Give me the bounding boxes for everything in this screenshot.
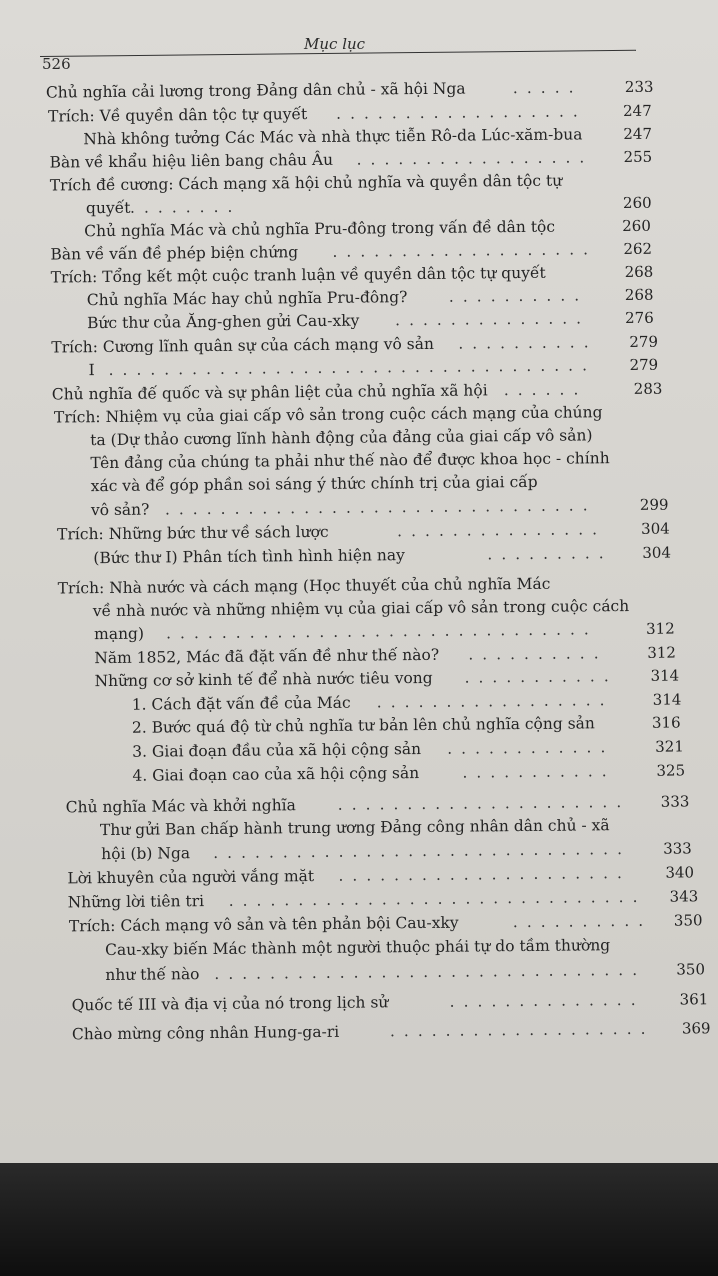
toc-entry-page: 361: [679, 990, 709, 1009]
toc-entry-title: Quốc tế III và địa vị của nó trong lịch sử: [71, 993, 389, 1015]
leader-dots: ..........: [468, 644, 608, 664]
toc-entry-page: 260: [622, 193, 652, 213]
toc-entry-page: 233: [624, 77, 654, 97]
leader-dots: ........: [129, 197, 242, 217]
toc-entry-page: 321: [655, 737, 684, 756]
toc-entry-page: 304: [642, 543, 672, 562]
toc-entry-page: 276: [624, 308, 654, 328]
toc-entry-title: Chủ nghĩa cải lương trong Đảng dân chủ - xã hội Nga: [45, 79, 466, 102]
leader-dots: ...........: [464, 667, 618, 687]
toc-entry-title: 1. Cách đặt vấn đề của Mác: [131, 693, 351, 714]
toc-entry-page: 262: [623, 239, 653, 259]
toc-entry-title: Chủ nghĩa Mác và khởi nghĩa: [65, 796, 296, 817]
toc-entry-title: hội (b) Nga: [101, 844, 191, 864]
page-number: 526: [42, 55, 71, 73]
toc-entry-page: 279: [629, 332, 659, 351]
toc-entry-page: 299: [639, 495, 669, 514]
leader-dots: ............: [447, 738, 615, 758]
toc-entry-page: 260: [622, 216, 651, 236]
toc-entry-title: Bàn về khẩu hiệu liên bang châu Âu: [49, 150, 334, 172]
toc-entry-page: 343: [669, 887, 699, 906]
leader-dots: .................: [376, 691, 614, 712]
toc-entry-page: 312: [647, 643, 677, 662]
leader-dots: ...............................: [164, 496, 597, 519]
toc-entry-title: Chủ nghĩa Mác hay chủ nghĩa Pru-đông?: [86, 288, 408, 310]
toc-entry-title: Những cơ sở kinh tế để nhà nước tiêu vong: [94, 668, 433, 691]
toc-entry-title: Chủ nghĩa Mác và chủ nghĩa Pru-đông trong vấn đề dân tộc: [84, 217, 556, 241]
toc-entry-page: 247: [623, 124, 653, 144]
toc-entry-title: Trích: Nhiệm vụ của giai cấp vô sản trong cuộc cách mạng của chúng: [53, 403, 603, 427]
toc-entry-title: Chào mừng công nhân Hung-ga-ri: [71, 1022, 340, 1044]
leader-dots: ..........: [458, 333, 598, 353]
toc-entry-page: 314: [652, 690, 682, 709]
toc-entry-page: 333: [663, 839, 692, 858]
toc-entry-title: vô sản?: [90, 500, 150, 520]
toc-entry-title: như thế nào: [105, 965, 200, 985]
toc-entry-title: Những lời tiên tri: [67, 892, 205, 912]
toc-entry-page: 312: [645, 619, 675, 638]
toc-entry-title: quyết: [85, 198, 131, 218]
leader-dots: ...............: [397, 520, 607, 541]
toc-entry-page: 283: [633, 379, 663, 398]
leader-dots: ..............................: [213, 839, 632, 862]
toc-entry-title: Bức thư của Ăng-ghen gửi Cau-xky: [87, 311, 360, 333]
toc-entry-page: 350: [676, 960, 706, 979]
toc-entry: [93, 543, 695, 573]
leader-dots: ...................: [389, 1019, 655, 1041]
toc-entry-page: 316: [651, 713, 681, 732]
toc-entry-title: Trích: Tổng kết một cuộc tranh luận về quyền dân tộc tự quyết: [50, 263, 546, 287]
toc-entry-page: 314: [650, 666, 680, 685]
leader-dots: .................: [356, 148, 594, 169]
running-title: Mục lục: [304, 35, 366, 53]
toc-entry-title: Trích đề cương: Cách mạng xã hội chủ nghĩa và quyền dân tộc tự: [49, 171, 563, 195]
leader-dots: ...........: [462, 762, 616, 782]
toc-entry-page: 333: [660, 792, 690, 811]
toc-entry-title: Trích: Về quyền dân tộc tự quyết: [48, 105, 308, 126]
toc-entry-title: Thư gửi Ban chấp hành trung ương Đảng công nhân dân chủ - xã: [99, 816, 610, 840]
toc-entry-title: 2. Bước quá độ từ chủ nghĩa tư bản lên chủ nghĩa cộng sản: [131, 714, 595, 737]
toc-entry-page: 268: [624, 262, 654, 282]
leader-dots: ...................: [332, 240, 598, 261]
leader-dots: ..........: [448, 286, 589, 306]
leader-dots: ..............: [395, 309, 591, 330]
toc-entry-title: Trích: Nhà nước và cách mạng (Học thuyết của chủ nghĩa Mác: [57, 574, 551, 598]
toc-entry-title: Trích: Cách mạng vô sản và tên phản bội Cau-xky: [68, 913, 459, 936]
toc-entry-title: 4. Giai đoạn cao của xã hội cộng sản: [132, 764, 420, 785]
leader-dots: ......: [503, 380, 588, 400]
leader-dots: .........: [487, 544, 613, 564]
leader-dots: .....: [512, 78, 583, 98]
toc-entry-title: Cau-xky biến Mác thành một người thuộc phái tự do tầm thường: [105, 936, 611, 960]
leader-dots: ...............................: [166, 620, 598, 643]
toc-entry-page: 369: [681, 1019, 711, 1038]
toc-entry-page: 350: [673, 911, 703, 930]
toc-entry-title: mạng): [94, 624, 145, 644]
background-surface: [0, 1163, 718, 1276]
toc-entry-title: Năm 1852, Mác đã đặt vấn đề như thế nào?: [94, 645, 440, 668]
toc-entry-title: về nhà nước và những nhiệm vụ của giai cấp vô sản trong cuộc cách: [92, 596, 630, 621]
leader-dots: ..............: [449, 990, 645, 1011]
leader-dots: ...............................: [214, 960, 647, 983]
toc-entry-title: ta (Dự thảo cương lĩnh hành động của đảng của giai cấp vô sản): [90, 426, 593, 450]
toc-entry-title: Chủ nghĩa đế quốc và sự phân liệt của chủ nghĩa xã hội: [51, 381, 488, 404]
leader-dots: .....................: [337, 792, 631, 814]
toc-entry-title: (Bức thư I) Phân tích tình hình hiện nay: [93, 546, 405, 568]
toc-entry-title: Trích: Những bức thư về sách lược: [57, 522, 329, 544]
toc-entry: [132, 761, 697, 790]
toc-entry-page: 255: [623, 147, 653, 167]
toc-entry: [105, 960, 706, 990]
leader-dots: ..............................: [228, 887, 647, 910]
leader-dots: .....................: [338, 863, 631, 885]
toc-entry-page: 304: [641, 519, 670, 538]
toc-entry-title: Nhà không tưởng Các Mác và nhà thực tiễn Rô-da Lúc-xăm-bua: [83, 125, 583, 149]
toc-entry: [71, 990, 709, 1020]
toc-entry-page: 340: [665, 863, 695, 882]
toc-entry: [71, 1019, 711, 1049]
leader-dots: ..........: [512, 911, 653, 932]
toc-entry-title: Trích: Cương lĩnh quân sự của cách mạng vô sản: [51, 334, 434, 357]
toc-entry-title: Lời khuyên của người vắng mặt: [67, 867, 315, 888]
toc-entry-title: Bàn về vấn đề phép biện chứng: [50, 243, 299, 264]
toc-entry-title: I: [88, 361, 95, 380]
leader-dots: ...................................: [108, 356, 597, 379]
toc-entry-title: Tên đảng của chúng ta phải như thế nào để được khoa học - chính: [90, 449, 610, 473]
toc-entry-title: 3. Giai đoạn đầu của xã hội cộng sản: [132, 739, 422, 761]
toc-entry-page: 247: [623, 101, 652, 121]
toc-entry-page: 325: [656, 761, 686, 780]
toc-entry-title: xác và để góp phần soi sáng ý thức chính trị của giai cấp: [90, 472, 538, 496]
leader-dots: ..................: [336, 102, 587, 123]
toc-entry-page: 279: [629, 355, 659, 374]
toc-entry-page: 268: [624, 285, 654, 305]
